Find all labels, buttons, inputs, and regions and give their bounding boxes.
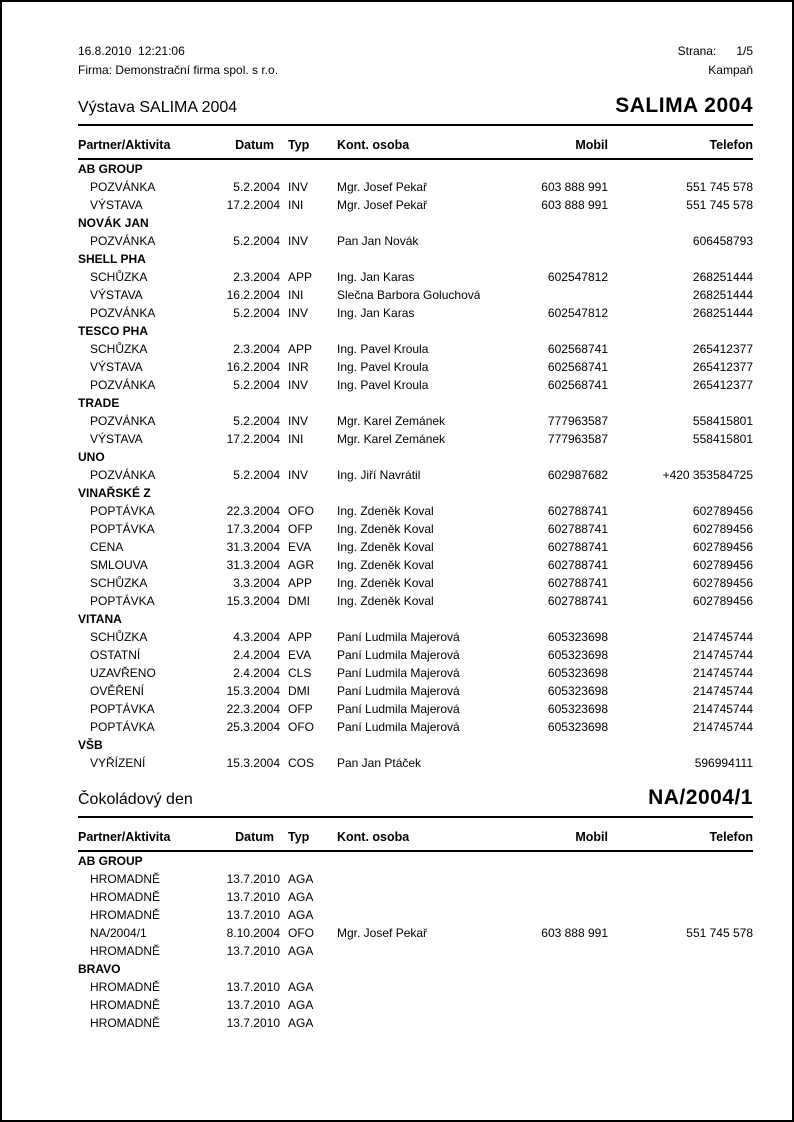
section-head-cokoladovy-den bbox=[78, 786, 753, 818]
activity-row bbox=[78, 978, 753, 996]
cell-datum: 5.2.2004 bbox=[233, 414, 280, 428]
cell-datum: 15.3.2004 bbox=[226, 594, 280, 608]
activities-table-na-2004-1 bbox=[78, 818, 753, 1032]
table-body-salima bbox=[78, 159, 753, 772]
cell-mobil: 603 888 991 bbox=[541, 926, 608, 940]
cell-telefon: 214745744 bbox=[692, 684, 753, 698]
partner-name: UNO bbox=[78, 450, 105, 464]
cell-mobil: 605323698 bbox=[547, 648, 608, 662]
cell-osoba: Paní Ludmila Majerová bbox=[337, 702, 460, 716]
cell-datum: 2.3.2004 bbox=[233, 270, 280, 284]
cell-datum: 17.2.2004 bbox=[226, 432, 280, 446]
cell-mobil: 605323698 bbox=[547, 684, 608, 698]
activity-row bbox=[78, 942, 753, 960]
partner-group-row bbox=[78, 322, 753, 340]
cell-aktivita: POPTÁVKA bbox=[90, 594, 155, 608]
cell-typ: APP bbox=[288, 270, 313, 284]
activity-row bbox=[78, 556, 753, 574]
cell-osoba bbox=[337, 888, 480, 906]
cell-mobil: 602788741 bbox=[547, 504, 608, 518]
cell-typ: INI bbox=[288, 432, 304, 446]
cell-telefon: 265412377 bbox=[692, 342, 753, 356]
col-typ: Typ bbox=[288, 818, 337, 851]
cell-datum: 13.7.2010 bbox=[226, 872, 280, 886]
section-title: Čokoládový den bbox=[78, 791, 193, 808]
cell-mobil: 603 888 991 bbox=[541, 198, 608, 212]
cell-osoba: Ing. Zdeněk Koval bbox=[337, 594, 434, 608]
col-telefon: Telefon bbox=[608, 126, 753, 159]
partner-group-row bbox=[78, 214, 753, 232]
cell-typ: AGA bbox=[288, 872, 314, 886]
partner-name: SHELL PHA bbox=[78, 252, 146, 266]
activity-row bbox=[78, 232, 753, 250]
cell-typ: AGA bbox=[288, 890, 314, 904]
activity-row bbox=[78, 888, 753, 906]
cell-osoba: Ing. Pavel Kroula bbox=[337, 360, 429, 374]
cell-typ: OFO bbox=[288, 720, 314, 734]
cell-aktivita: VÝSTAVA bbox=[90, 198, 143, 212]
cell-typ: APP bbox=[288, 576, 313, 590]
report-header bbox=[78, 42, 753, 80]
cell-osoba bbox=[337, 978, 480, 996]
cell-telefon bbox=[608, 888, 753, 906]
cell-datum: 2.4.2004 bbox=[233, 666, 280, 680]
cell-datum: 31.3.2004 bbox=[226, 558, 280, 572]
cell-datum: 22.3.2004 bbox=[226, 702, 280, 716]
cell-telefon: 602789456 bbox=[692, 594, 753, 608]
cell-datum: 5.2.2004 bbox=[233, 306, 280, 320]
activity-row bbox=[78, 178, 753, 196]
activity-row bbox=[78, 906, 753, 924]
activity-row bbox=[78, 196, 753, 214]
page-indicator bbox=[678, 42, 753, 61]
activity-row bbox=[78, 358, 753, 376]
cell-osoba: Slečna Barbora Goluchová bbox=[337, 288, 480, 302]
cell-aktivita: VÝSTAVA bbox=[90, 360, 143, 374]
cell-mobil: 602788741 bbox=[547, 522, 608, 536]
cell-datum: 16.2.2004 bbox=[226, 288, 280, 302]
partner-name: TESCO PHA bbox=[78, 324, 149, 338]
cell-typ: AGA bbox=[288, 1016, 314, 1030]
cell-telefon: 268251444 bbox=[692, 288, 753, 302]
cell-datum: 15.3.2004 bbox=[226, 684, 280, 698]
activity-row bbox=[78, 430, 753, 448]
activity-row bbox=[78, 466, 753, 484]
activity-row bbox=[78, 682, 753, 700]
cell-typ: INI bbox=[288, 288, 304, 302]
cell-datum: 4.3.2004 bbox=[233, 630, 280, 644]
cell-aktivita: POZVÁNKA bbox=[90, 180, 156, 194]
cell-mobil: 602568741 bbox=[547, 342, 608, 356]
partner-group-row bbox=[78, 960, 753, 978]
col-partner-aktivita: Partner/Aktivita bbox=[78, 818, 218, 851]
cell-osoba bbox=[337, 1014, 480, 1032]
cell-datum: 22.3.2004 bbox=[226, 504, 280, 518]
activity-row bbox=[78, 340, 753, 358]
cell-datum: 13.7.2010 bbox=[226, 980, 280, 994]
cell-aktivita: POPTÁVKA bbox=[90, 504, 155, 518]
cell-telefon: 214745744 bbox=[692, 666, 753, 680]
cell-osoba: Paní Ludmila Majerová bbox=[337, 630, 460, 644]
activity-row bbox=[78, 1014, 753, 1032]
page-label: Strana: bbox=[677, 44, 717, 58]
activity-row bbox=[78, 700, 753, 718]
cell-telefon: 551 745 578 bbox=[686, 180, 753, 194]
cell-mobil: 602987682 bbox=[547, 468, 608, 482]
cell-datum: 13.7.2010 bbox=[226, 944, 280, 958]
cell-osoba: Pan Jan Ptáček bbox=[337, 756, 422, 770]
activity-row bbox=[78, 502, 753, 520]
partner-group-row bbox=[78, 394, 753, 412]
cell-telefon: 551 745 578 bbox=[686, 926, 753, 940]
activity-row bbox=[78, 718, 753, 736]
cell-telefon: 602789456 bbox=[692, 504, 753, 518]
cell-telefon: 265412377 bbox=[692, 378, 753, 392]
report-name: Kampaň bbox=[708, 63, 753, 77]
cell-typ: COS bbox=[288, 756, 315, 770]
cell-telefon: 214745744 bbox=[692, 702, 753, 716]
cell-osoba: Paní Ludmila Majerová bbox=[337, 648, 460, 662]
partner-name: VINAŘSKÉ Z bbox=[78, 486, 151, 500]
cell-typ: INV bbox=[288, 306, 309, 320]
cell-datum: 2.4.2004 bbox=[233, 648, 280, 662]
cell-mobil bbox=[480, 996, 608, 1014]
partner-group-row bbox=[78, 159, 753, 178]
col-partner-aktivita: Partner/Aktivita bbox=[78, 126, 218, 159]
cell-telefon: 214745744 bbox=[692, 720, 753, 734]
cell-telefon bbox=[608, 996, 753, 1014]
activity-row bbox=[78, 574, 753, 592]
cell-aktivita: SCHŮZKA bbox=[90, 630, 148, 644]
cell-datum: 5.2.2004 bbox=[233, 180, 280, 194]
partner-name: VITANA bbox=[78, 612, 122, 626]
cell-osoba: Paní Ludmila Majerová bbox=[337, 684, 460, 698]
cell-aktivita: POPTÁVKA bbox=[90, 522, 155, 536]
cell-datum: 25.3.2004 bbox=[226, 720, 280, 734]
col-datum: Datum bbox=[218, 818, 288, 851]
cell-typ: OFP bbox=[288, 522, 313, 536]
cell-telefon: 602789456 bbox=[692, 558, 753, 572]
cell-aktivita: NA/2004/1 bbox=[90, 926, 147, 940]
cell-aktivita: POZVÁNKA bbox=[90, 378, 156, 392]
col-telefon: Telefon bbox=[608, 818, 753, 851]
cell-telefon: 602789456 bbox=[692, 576, 753, 590]
cell-telefon bbox=[608, 978, 753, 996]
cell-telefon: 214745744 bbox=[692, 648, 753, 662]
cell-typ: DMI bbox=[288, 594, 310, 608]
col-mobil: Mobil bbox=[480, 818, 608, 851]
cell-mobil: 605323698 bbox=[547, 666, 608, 680]
cell-osoba bbox=[337, 906, 480, 924]
cell-datum: 13.7.2010 bbox=[226, 998, 280, 1012]
activity-row bbox=[78, 286, 753, 304]
cell-telefon: 551 745 578 bbox=[686, 198, 753, 212]
cell-osoba: Ing. Jiří Navrátil bbox=[337, 468, 421, 482]
cell-mobil: 602568741 bbox=[547, 360, 608, 374]
cell-mobil bbox=[480, 870, 608, 888]
cell-telefon: 265412377 bbox=[692, 360, 753, 374]
cell-osoba: Ing. Pavel Kroula bbox=[337, 342, 429, 356]
activity-row bbox=[78, 304, 753, 322]
cell-mobil: 602547812 bbox=[547, 306, 608, 320]
partner-name: AB GROUP bbox=[78, 162, 143, 176]
cell-telefon: 602789456 bbox=[692, 540, 753, 554]
partner-group-row bbox=[78, 250, 753, 268]
activity-row bbox=[78, 628, 753, 646]
table-header-row bbox=[78, 126, 753, 159]
cell-telefon: 596994111 bbox=[694, 756, 753, 770]
cell-mobil bbox=[480, 978, 608, 996]
cell-typ: AGA bbox=[288, 998, 314, 1012]
cell-aktivita: CENA bbox=[90, 540, 124, 554]
activity-row bbox=[78, 268, 753, 286]
col-mobil: Mobil bbox=[480, 126, 608, 159]
col-datum: Datum bbox=[218, 126, 288, 159]
cell-aktivita: HROMADNĚ bbox=[90, 944, 161, 958]
cell-telefon: 558415801 bbox=[692, 414, 753, 428]
cell-typ: EVA bbox=[288, 540, 312, 554]
cell-osoba: Ing. Zdeněk Koval bbox=[337, 576, 434, 590]
activity-row bbox=[78, 412, 753, 430]
cell-aktivita: HROMADNĚ bbox=[90, 1016, 161, 1030]
activity-row bbox=[78, 376, 753, 394]
cell-telefon bbox=[608, 906, 753, 924]
cell-mobil: 602568741 bbox=[547, 378, 608, 392]
cell-aktivita: OVĚŘENÍ bbox=[90, 684, 145, 698]
cell-mobil: 777963587 bbox=[547, 432, 608, 446]
company-line: Firma: Demonstrační firma spol. s r.o. bbox=[78, 63, 279, 77]
cell-typ: INV bbox=[288, 180, 309, 194]
cell-datum: 3.3.2004 bbox=[233, 576, 280, 590]
cell-telefon: 606458793 bbox=[692, 234, 753, 248]
section-code: NA/2004/1 bbox=[648, 786, 753, 809]
partner-name: VŠB bbox=[78, 738, 103, 752]
cell-typ: CLS bbox=[288, 666, 312, 680]
cell-datum: 8.10.2004 bbox=[226, 926, 280, 940]
col-kont-osoba: Kont. osoba bbox=[337, 126, 480, 159]
cell-mobil: 777963587 bbox=[547, 414, 608, 428]
partner-name: NOVÁK JAN bbox=[78, 216, 149, 230]
cell-osoba: Ing. Jan Karas bbox=[337, 306, 415, 320]
cell-typ: AGA bbox=[288, 908, 314, 922]
cell-mobil: 603 888 991 bbox=[541, 180, 608, 194]
section-code: SALIMA 2004 bbox=[615, 94, 753, 117]
cell-osoba: Ing. Jan Karas bbox=[337, 270, 415, 284]
cell-osoba: Pan Jan Novák bbox=[337, 234, 419, 248]
cell-datum: 17.2.2004 bbox=[226, 198, 280, 212]
cell-aktivita: HROMADNĚ bbox=[90, 872, 161, 886]
cell-aktivita: POPTÁVKA bbox=[90, 720, 155, 734]
cell-datum: 13.7.2010 bbox=[226, 908, 280, 922]
table-header-row bbox=[78, 818, 753, 851]
activity-row bbox=[78, 592, 753, 610]
activity-row bbox=[78, 870, 753, 888]
cell-mobil: 602547812 bbox=[547, 270, 608, 284]
print-datetime: 16.8.2010 12:21:06 bbox=[78, 44, 185, 58]
partner-group-row bbox=[78, 484, 753, 502]
activities-table-salima bbox=[78, 126, 753, 772]
partner-group-row bbox=[78, 736, 753, 754]
report-content bbox=[2, 2, 792, 1032]
cell-datum: 5.2.2004 bbox=[233, 378, 280, 392]
cell-datum: 5.2.2004 bbox=[233, 468, 280, 482]
activity-row bbox=[78, 646, 753, 664]
cell-osoba: Ing. Zdeněk Koval bbox=[337, 522, 434, 536]
cell-datum: 17.3.2004 bbox=[226, 522, 280, 536]
cell-datum: 5.2.2004 bbox=[233, 234, 280, 248]
partner-name: TRADE bbox=[78, 396, 120, 410]
cell-typ: APP bbox=[288, 630, 313, 644]
partner-name: BRAVO bbox=[78, 962, 121, 976]
cell-aktivita: POZVÁNKA bbox=[90, 468, 156, 482]
cell-typ: INV bbox=[288, 234, 309, 248]
cell-osoba: Mgr. Josef Pekař bbox=[337, 926, 428, 940]
col-kont-osoba: Kont. osoba bbox=[337, 818, 480, 851]
cell-typ: EVA bbox=[288, 648, 312, 662]
cell-telefon: 602789456 bbox=[692, 522, 753, 536]
cell-osoba: Mgr. Josef Pekař bbox=[337, 180, 428, 194]
cell-aktivita: VÝSTAVA bbox=[90, 432, 143, 446]
cell-datum: 2.3.2004 bbox=[233, 342, 280, 356]
cell-aktivita: VÝSTAVA bbox=[90, 288, 143, 302]
cell-aktivita: SCHŮZKA bbox=[90, 342, 148, 356]
cell-aktivita: SCHŮZKA bbox=[90, 270, 148, 284]
cell-typ: OFO bbox=[288, 504, 314, 518]
report-header-left bbox=[78, 42, 278, 80]
cell-osoba bbox=[337, 870, 480, 888]
cell-aktivita: OSTATNÍ bbox=[90, 648, 141, 662]
cell-mobil: 605323698 bbox=[547, 630, 608, 644]
section-head-salima bbox=[78, 94, 753, 126]
cell-telefon: +420 353584725 bbox=[662, 468, 753, 482]
cell-telefon: 268251444 bbox=[692, 306, 753, 320]
cell-telefon: 268251444 bbox=[692, 270, 753, 284]
partner-group-row bbox=[78, 851, 753, 870]
cell-aktivita: HROMADNĚ bbox=[90, 998, 161, 1012]
cell-osoba: Ing. Zdeněk Koval bbox=[337, 558, 434, 572]
cell-telefon: 214745744 bbox=[692, 630, 753, 644]
cell-mobil: 605323698 bbox=[547, 720, 608, 734]
cell-typ: INV bbox=[288, 468, 309, 482]
cell-typ: AGA bbox=[288, 980, 314, 994]
cell-aktivita: POZVÁNKA bbox=[90, 234, 156, 248]
cell-mobil bbox=[480, 232, 608, 250]
cell-aktivita: POZVÁNKA bbox=[90, 306, 156, 320]
cell-datum: 16.2.2004 bbox=[226, 360, 280, 374]
cell-mobil: 602788741 bbox=[547, 576, 608, 590]
cell-aktivita: HROMADNĚ bbox=[90, 890, 161, 904]
cell-aktivita: POZVÁNKA bbox=[90, 414, 156, 428]
activity-row bbox=[78, 664, 753, 682]
cell-typ: OFP bbox=[288, 702, 313, 716]
table-body-na-2004-1 bbox=[78, 851, 753, 1032]
cell-osoba: Paní Ludmila Majerová bbox=[337, 720, 460, 734]
cell-osoba: Ing. Zdeněk Koval bbox=[337, 540, 434, 554]
cell-osoba bbox=[337, 942, 480, 960]
cell-typ: AGA bbox=[288, 944, 314, 958]
cell-typ: APP bbox=[288, 342, 313, 356]
activity-row bbox=[78, 754, 753, 772]
cell-typ: DMI bbox=[288, 684, 310, 698]
cell-datum: 15.3.2004 bbox=[226, 756, 280, 770]
cell-osoba: Mgr. Karel Zemánek bbox=[337, 432, 446, 446]
cell-aktivita: UZAVŘENO bbox=[90, 666, 156, 680]
cell-aktivita: HROMADNĚ bbox=[90, 908, 161, 922]
cell-typ: INV bbox=[288, 414, 309, 428]
cell-osoba: Mgr. Karel Zemánek bbox=[337, 414, 446, 428]
partner-group-row bbox=[78, 448, 753, 466]
section-title: Výstava SALIMA 2004 bbox=[78, 99, 238, 116]
cell-mobil bbox=[480, 906, 608, 924]
cell-telefon bbox=[608, 1014, 753, 1032]
cell-aktivita: SMLOUVA bbox=[90, 558, 148, 572]
cell-typ: INV bbox=[288, 378, 309, 392]
cell-telefon bbox=[608, 870, 753, 888]
cell-typ: INR bbox=[288, 360, 309, 374]
col-typ: Typ bbox=[288, 126, 337, 159]
cell-datum: 13.7.2010 bbox=[226, 890, 280, 904]
cell-aktivita: VYŘÍZENÍ bbox=[90, 756, 146, 770]
activity-row bbox=[78, 538, 753, 556]
cell-aktivita: POPTÁVKA bbox=[90, 702, 155, 716]
cell-osoba: Mgr. Josef Pekař bbox=[337, 198, 428, 212]
cell-typ: OFO bbox=[288, 926, 314, 940]
cell-mobil: 602788741 bbox=[547, 594, 608, 608]
cell-telefon bbox=[608, 942, 753, 960]
cell-telefon: 558415801 bbox=[692, 432, 753, 446]
cell-mobil bbox=[480, 888, 608, 906]
cell-datum: 31.3.2004 bbox=[226, 540, 280, 554]
cell-aktivita: SCHŮZKA bbox=[90, 576, 148, 590]
activity-row bbox=[78, 520, 753, 538]
cell-osoba: Ing. Zdeněk Koval bbox=[337, 504, 434, 518]
cell-mobil: 602788741 bbox=[547, 540, 608, 554]
cell-mobil bbox=[480, 286, 608, 304]
cell-mobil: 605323698 bbox=[547, 702, 608, 716]
cell-datum: 13.7.2010 bbox=[226, 1016, 280, 1030]
cell-osoba bbox=[337, 996, 480, 1014]
cell-typ: INI bbox=[288, 198, 304, 212]
activity-row bbox=[78, 996, 753, 1014]
partner-name: AB GROUP bbox=[78, 854, 143, 868]
partner-group-row bbox=[78, 610, 753, 628]
cell-mobil bbox=[480, 1014, 608, 1032]
report-header-right bbox=[678, 42, 753, 80]
cell-mobil bbox=[480, 942, 608, 960]
activity-row bbox=[78, 924, 753, 942]
cell-osoba: Ing. Pavel Kroula bbox=[337, 378, 429, 392]
cell-mobil bbox=[480, 754, 608, 772]
cell-typ: AGR bbox=[288, 558, 315, 572]
cell-osoba: Paní Ludmila Majerová bbox=[337, 666, 460, 680]
page-number: 1/5 bbox=[736, 44, 753, 58]
cell-aktivita: HROMADNĚ bbox=[90, 980, 161, 994]
cell-mobil: 602788741 bbox=[547, 558, 608, 572]
